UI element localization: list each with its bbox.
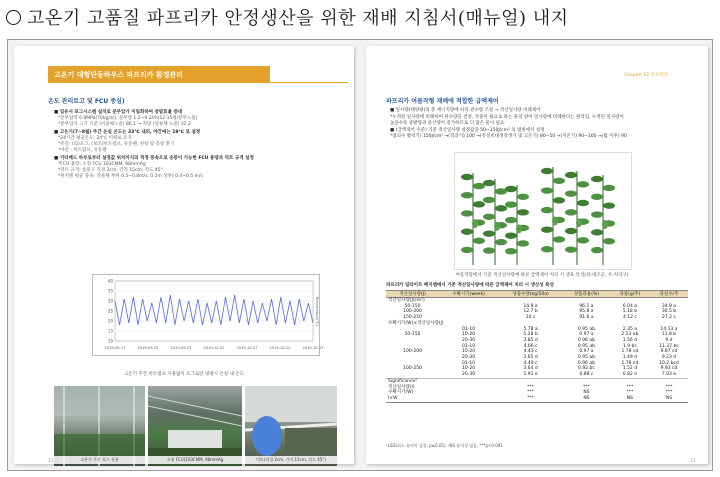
table-cell: Significance² <box>386 378 439 384</box>
table-cell: 1.78 cd <box>621 360 639 366</box>
body-line: *위치별 평균 풍속: 작물체 부위 0.5~0.8m/s, 0.1m 상부) 0.4~0.5 m/s <box>58 174 203 179</box>
table-cell: 9.23 d <box>661 355 677 361</box>
temperature-chart <box>92 274 324 356</box>
table-cell: 0.92 bc <box>578 366 595 372</box>
plant-leaf <box>473 201 485 207</box>
table-cell: 10-20 <box>462 349 476 355</box>
photo-caption: 소형 FCU(103CMM, 98mmAg <box>148 456 242 464</box>
fog-photo <box>54 386 145 466</box>
plant-leaf <box>483 180 495 186</box>
body-line: *누적된 일사량에 비례하여 관수량을 결정, 작물이 필요로 하는 물의 양이 일사량에 비례한다는 원리임, 누적된 일사량이 <box>390 114 624 120</box>
pepper-fruit <box>602 220 608 229</box>
duct-image <box>245 386 337 466</box>
table-cell: 11.8 b <box>661 332 677 338</box>
pepper-plants-image <box>455 153 631 269</box>
plant-leaf <box>505 201 517 207</box>
table-cell: 1.9 bc <box>622 343 637 349</box>
table-cell: 0.82 e <box>622 372 638 378</box>
photo-caption: 고온기 주간 포그 운용 <box>54 456 145 464</box>
plant-leaf <box>591 176 603 182</box>
table-cell: 150-250 <box>403 315 422 321</box>
table-cell: 1.91 e <box>523 372 538 378</box>
plant-leaf <box>473 238 485 244</box>
x-tick-label: 2019-10-07 <box>236 346 258 350</box>
document-frame <box>7 39 713 471</box>
plant-leaf <box>591 229 603 235</box>
table-cell: *** <box>665 390 673 396</box>
table-header-row <box>386 291 688 298</box>
table-cell: 3.85 d <box>523 337 538 343</box>
page-number: 21 <box>690 459 696 464</box>
table-cell: 5.78 a <box>523 326 538 332</box>
x-tick-label: 2019-09-27 <box>170 346 192 350</box>
table-cell: *** <box>527 390 534 396</box>
column-header: 과실수/주 <box>650 291 688 298</box>
column-header: 상품과율(%) <box>563 291 610 298</box>
plant-leaf <box>473 183 485 189</box>
table-cell: 14.9 a <box>523 303 538 309</box>
table-cell: 2.35 a <box>622 326 638 332</box>
table-cell: 01-10 <box>462 343 476 349</box>
table-cell: 96.1 a <box>579 303 594 309</box>
table-cell: 4.43 c <box>523 349 538 355</box>
body-line: *야간 : 히트펌프, 유동팬 <box>58 148 107 153</box>
plant-leaf <box>461 228 473 234</box>
body-line: *덕트 규격: 송풍구 직경 2cm, 간격 15cm, 각도 45° <box>58 168 163 173</box>
table-cell: 0.88 c <box>579 372 594 378</box>
plant-leaf <box>541 187 553 193</box>
body-line: *엽의수 활력기) 150J/cm² →(적과기) 100 →(유실비대생장생기 및 고온기) 80~50 →(저온기) 90~100 →(월 이후) 90 <box>390 134 627 139</box>
table-cell: 01-10 <box>462 326 476 332</box>
left-page <box>14 46 354 464</box>
plant-leaf <box>565 190 577 196</box>
table-cell: NS <box>583 390 590 396</box>
table-cell: 2.13 ab <box>621 332 639 338</box>
table-cell: 95.8 a <box>579 309 594 315</box>
y-tick-label: 25 <box>107 308 113 314</box>
table-cell: 01-10 <box>462 360 476 366</box>
table-cell: *** <box>626 390 634 396</box>
table-cell: 20-30 <box>462 337 476 343</box>
table-cell: 0.97 a <box>579 349 594 355</box>
temperature-chart-svg <box>93 275 324 355</box>
table-cell: 1.52 d <box>622 366 638 372</box>
plant-leaf <box>591 211 603 217</box>
plant-leaf <box>577 237 589 243</box>
table-cell: 27.2 c <box>662 315 676 321</box>
pepper-fruit <box>494 222 500 231</box>
heading-text: 고온기 고품질 파프리카 안정생산을 위한 재배 지침서(매뉴얼) 내지 <box>27 8 569 29</box>
table-cell: *** <box>527 384 534 390</box>
plant-leaf <box>461 192 473 198</box>
y-tick-label: 40 <box>107 278 113 284</box>
table-cell: 수확시기(W)×적산일사량(J) <box>388 320 444 326</box>
y-axis-label: Temperature(℃) <box>315 296 319 326</box>
table-cell: 0.95 ab <box>577 326 595 332</box>
table-cell: 적산일사량(J/cm²) <box>388 298 425 303</box>
plant-leaf <box>505 248 517 254</box>
table-cell: *** <box>626 384 634 390</box>
table-cell: 3.64 d <box>523 366 538 372</box>
column-header: 적산일사량(J) <box>386 291 439 298</box>
table-cell: 0.97 a <box>579 332 594 338</box>
plant-leaf <box>461 247 473 253</box>
body-line: *주간: (외)포그, (보조)히트펌프, 유동팬, 천창 및 측창 환기 <box>58 142 175 147</box>
plant-leaf <box>541 168 553 174</box>
plant-leaf <box>495 205 507 211</box>
left-banner: 고온기 대형단동하우스 파프리카 환경관리 <box>48 66 270 82</box>
fcu-unit-image <box>148 386 242 466</box>
plant-leaf <box>541 246 553 252</box>
pepper-plants-photo <box>454 152 632 270</box>
plant-leaf <box>603 185 615 191</box>
page-number: 12 <box>48 459 54 464</box>
section-title: 파프리카 여름작형 재배에 적합한 급액제어 <box>386 98 499 105</box>
plant-leaf <box>541 226 553 232</box>
table-cell: 0.96 ab <box>577 360 595 366</box>
table-cell: 4.66 c <box>523 343 538 349</box>
y-tick-label: 10 <box>107 338 113 344</box>
column-header: 과중(g/주) <box>610 291 650 298</box>
chapter-label: Chapter 02 파프리카 <box>624 73 668 78</box>
body-line: *FCU 용량: 소형 FCU 103CMM, 98mmAg <box>58 162 146 167</box>
table-cell: NS <box>650 396 688 402</box>
table-cell: 50-150 <box>404 303 421 309</box>
page-heading <box>6 4 569 30</box>
table-cell: 50-150 <box>404 332 421 338</box>
temperature-series-line <box>115 295 313 325</box>
table-cell: 적산일사량(I) <box>388 384 415 390</box>
plant-leaf <box>591 194 603 200</box>
plant-leaf <box>577 181 589 187</box>
body-line: ■ 고온기(7~8월) 주간 온실 온도는 33℃ 내외, 야간에는 19℃ 로 설정 <box>54 130 201 135</box>
body-line: ■ (급액제어 수준) 기준 적산일사량 설정값을 50~150J/cm² 의 범위에서 설정 <box>390 127 545 133</box>
body-line: *분무압력 6.9MPa(70kg/㎠), 분무량 1.2~9.2ℓ/h(12.15평/분무노즐) <box>58 116 198 121</box>
body-line: *분무입자 크기 기준 (이용체노즐) 86.1 → 적당 (일류체 노즐) 32.2 <box>58 122 191 127</box>
table-cell: 6.04 a <box>622 303 638 309</box>
table-cell: 91.6 a <box>579 315 594 321</box>
table-cell: 9 d <box>665 337 673 343</box>
body-line: 높을수록 증발량과 증산량이 증가하므로 더 많은 물이 필요 <box>390 121 505 126</box>
table-cell: 20-30 <box>462 355 476 361</box>
plant-leaf <box>483 214 495 220</box>
right-page <box>366 46 708 464</box>
pepper-fruit <box>472 219 478 228</box>
plant-leaf <box>565 209 577 215</box>
table-cell: 1.49 d <box>622 355 638 361</box>
body-line: *24시간 평균온도: 24℃ 이하로 유지 <box>58 136 132 141</box>
table-cell: *** <box>498 396 563 402</box>
chart-caption: 고온기 주간 히트펌프 사용없이 포그로만 냉방시 온실 내 온도 <box>123 372 245 377</box>
x-tick-label: 2019-10-02 <box>203 346 225 350</box>
table-cell: 1.56 d <box>622 337 638 343</box>
table-cell: 11.37 bc <box>659 343 679 349</box>
plant-leaf <box>517 240 529 246</box>
table-cell: 3.65 d <box>523 355 538 361</box>
table-cell: 30.5 b <box>661 309 677 315</box>
table-cell: 10-20 <box>462 332 476 338</box>
table-cell <box>439 396 498 402</box>
plant-leaf <box>553 197 565 203</box>
plant-leaf <box>505 232 517 238</box>
section-title: 온도 관리토고 및 FCU 중심) <box>48 98 125 105</box>
plant-leaf <box>461 174 473 180</box>
y-tick-label: 35 <box>107 288 113 294</box>
photo-caption: 덕트(직경 2cm, 간격 15cm, 각도 45°) <box>245 456 337 464</box>
x-tick-label: 2019-10-17 <box>302 346 324 350</box>
table-cell: 10 c <box>525 315 536 321</box>
right-body-text <box>390 108 690 141</box>
table-cell: 100-250 <box>403 366 422 372</box>
table-cell: 수확시기(W) <box>388 390 414 396</box>
table-cell: 10-20 <box>462 366 476 372</box>
table-cell: 14.13 a <box>660 326 678 332</box>
plant-leaf <box>577 200 589 206</box>
circle-bullet-icon <box>6 10 21 25</box>
table-cell: *** <box>665 384 673 390</box>
table-cell: 0.95 ab <box>577 355 595 361</box>
table-title: 파프리카 일라이트 베지멤에서 기준 적산일사량에 따른 급액제어 처리 시 생산성 특성 <box>386 283 554 288</box>
x-tick-label: 2019-09-22 <box>137 346 159 350</box>
table-cell: 100-200 <box>403 349 422 355</box>
table-cell: 100-200 <box>403 309 422 315</box>
left-body-text <box>54 108 339 180</box>
plant-leaf <box>483 230 495 236</box>
x-tick-label: 2019-10-12 <box>269 346 291 350</box>
photo-caption: 여름작형에서 기준 적산일사량에 따른 급액제어 처리 시 생육 특성(좌:대조군, 우:처리구) <box>455 273 629 278</box>
plant-leaf <box>591 247 603 253</box>
plant-leaf <box>565 246 577 252</box>
table-cell: 20-30 <box>462 372 476 378</box>
plant-leaf <box>565 228 577 234</box>
plant-leaf <box>517 194 529 200</box>
pepper-fruit <box>576 218 582 227</box>
plant-leaf <box>553 236 565 242</box>
table-cell: 10.2 bcd <box>659 360 679 366</box>
table-cell: 4.12 c <box>622 315 637 321</box>
table-cell: 34.9 a <box>661 303 677 309</box>
plant-leaf <box>541 207 553 213</box>
plant-leaf <box>565 172 577 178</box>
table-cell: 9.87 cd <box>660 349 678 355</box>
greenhouse-fog-image <box>54 386 145 466</box>
plant-leaf <box>483 247 495 253</box>
table-cell: 0.96 ab <box>577 337 595 343</box>
table-cell: NS <box>610 396 650 402</box>
pepper-fruit <box>516 225 522 234</box>
table-row <box>386 396 688 402</box>
productivity-table <box>386 290 688 403</box>
table-cell: I×W <box>386 396 439 402</box>
column-header: 수확시기(week) <box>439 291 498 298</box>
table-cell: NS <box>563 396 610 402</box>
plant-leaf <box>553 178 565 184</box>
table-cell: 4.49 c <box>523 360 538 366</box>
column-header: 상품수량(kg/10a) <box>498 291 563 298</box>
table-cell: *** <box>583 384 590 390</box>
body-line: ■ 일유서 포그시스템 설치로 분무압가 미립화하여 증발효율 증대 <box>54 110 183 115</box>
table-cell: 5.18 b <box>622 309 638 315</box>
table-cell: 5.28 b <box>523 332 538 338</box>
body-line: ■ 거터배드 하부로부터 설정값 위치까지의 적정 풍속으로 송풍이 가능한 FCU 용량과 덕트 규격 설정 <box>54 156 254 161</box>
table-cell: 0.95 ab <box>577 343 595 349</box>
pepper-fruit <box>552 216 558 225</box>
plant-leaf <box>495 239 507 245</box>
plant-leaf <box>517 209 529 215</box>
table-cell: 9.93 cd <box>660 366 678 372</box>
table-footnote: ²LSD(최소 유의차 검정, p≤0.05), ʸNS 유의성 없음, ***p<0.001 <box>386 443 503 448</box>
y-tick-label: 15 <box>107 328 113 334</box>
table-cell: 7.03 e <box>661 372 677 378</box>
y-tick-label: 20 <box>107 318 113 324</box>
y-tick-label: 30 <box>107 298 113 304</box>
plant-leaf <box>461 210 473 216</box>
plant-leaf <box>483 197 495 203</box>
table-cell: 1.78 cd <box>621 349 639 355</box>
body-line: ■ 일사량(태양광)의 총 에너지량에 따라 관수량 조절 → 적산일사량 비례제어 <box>390 108 541 113</box>
plant-leaf <box>603 202 615 208</box>
x-tick-label: 2019-09-17 <box>104 346 126 350</box>
duct-photo <box>245 386 337 466</box>
plant-leaf <box>505 186 517 192</box>
plant-leaf <box>603 238 615 244</box>
banner-rule <box>48 82 348 83</box>
table-cell: 12.7 b <box>523 309 538 315</box>
plant-leaf <box>505 217 517 223</box>
fcu-photo <box>148 386 242 466</box>
